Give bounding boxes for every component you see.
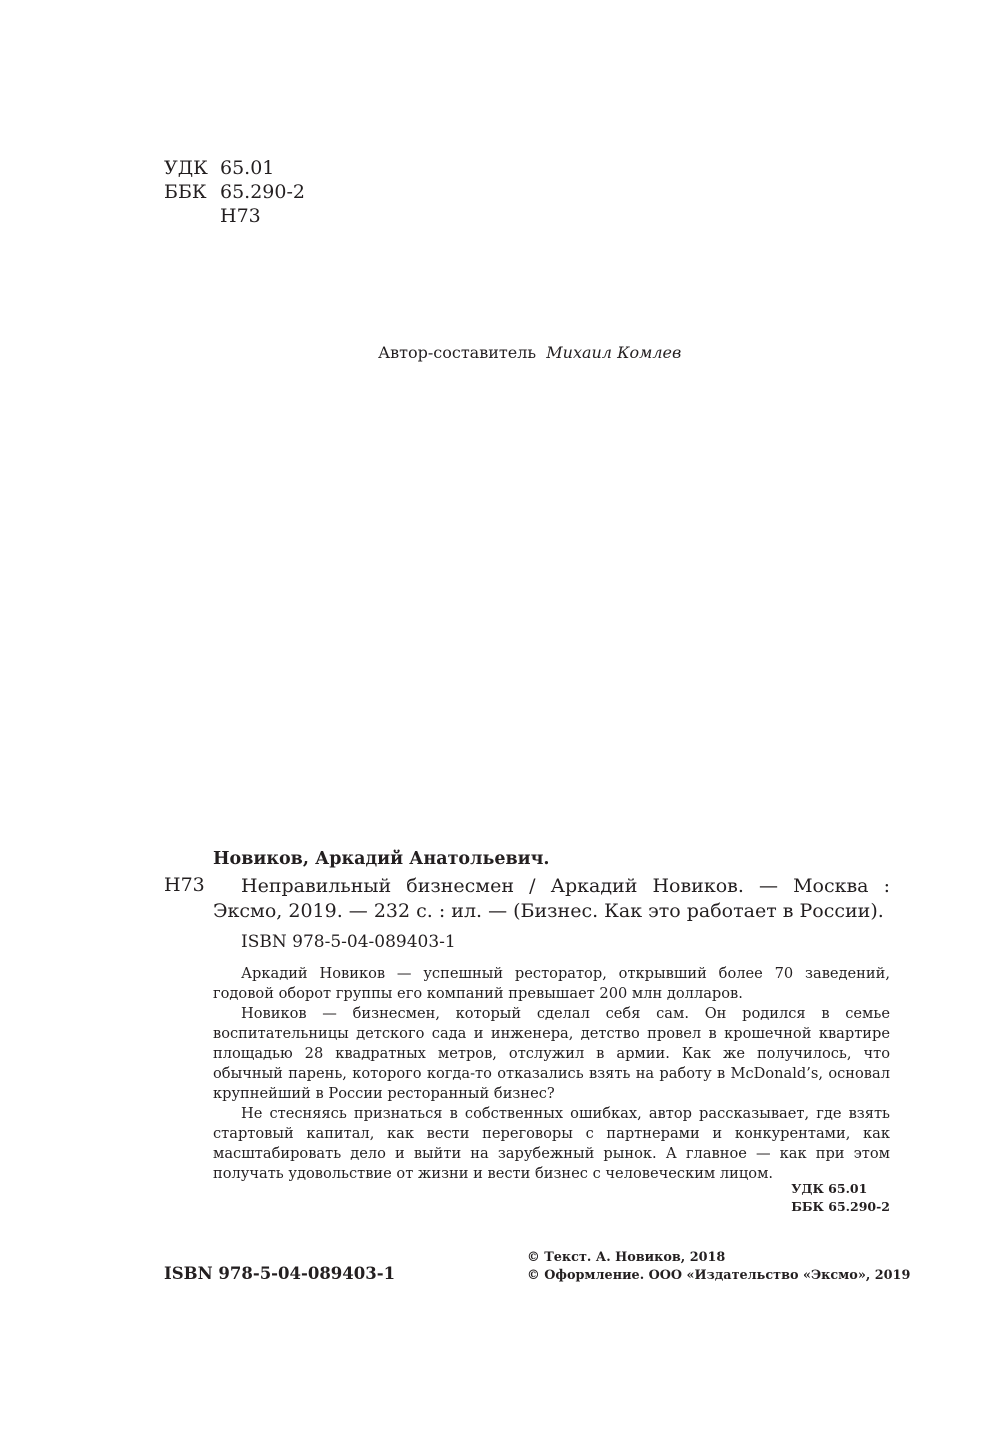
compiler-name: Михаил Комлев [546,343,682,362]
author-mark-row [164,204,261,228]
footer-isbn: ISBN 978-5-04-089403-1 [164,1264,396,1283]
udk-row [164,156,274,180]
copyright-block [527,1249,910,1285]
entry-description [213,874,890,924]
annotation-paragraph: Новиков — бизнесмен, который сделал себя сам. Он родился в семье воспитательницы детского сада и инженера, детство провел в крошечной квартире площадью 28 квадратных метров, отслужил в армии. Как же получилось, что обычный парень, которого когда-то отказались взять на работу в McDonald’s, основал крупнейший в России ресторанный бизнес? [213,1005,890,1102]
bbk-row [164,180,305,204]
annotation [213,964,890,1184]
bottom-bbk: ББК 65.290-2 [791,1199,890,1214]
bbk-label: ББК [164,181,207,203]
author-mark-value: Н73 [220,205,261,227]
udk-label: УДК [164,157,208,179]
bottom-classification [791,1180,890,1216]
compiler-prefix: Автор-составитель [378,343,537,362]
copyright-text: © Текст. А. Новиков, 2018 [527,1250,726,1265]
annotation-paragraph: Не стесняясь признаться в собственных ошибках, автор рассказывает, где взять стартовый капитал, как вести переговоры с партнерами и конкурентами, как масштабировать дело и выйти на зарубежный рынок. А главное — как при этом получать удовольствие от жизни и вести бизнес с человеческим лицом. [213,1105,890,1182]
entry-heading: Новиков, Аркадий Анатольевич. [213,849,550,869]
copyright-design: © Оформление. ООО «Издательство «Эксмо», 2019 [527,1268,911,1283]
udk-value: 65.01 [220,157,275,179]
entry-isbn: ISBN 978-5-04-089403-1 [241,932,456,952]
compiler-line [378,343,681,362]
entry-description-text: Неправильный бизнесмен / Аркадий Новиков. — Москва : Эксмо, 2019. — 232 с. : ил. — (Бизнес. Как это работает в России). [213,875,890,922]
bbk-value: 65.290-2 [220,181,305,203]
annotation-paragraph: Аркадий Новиков — успешный ресторатор, открывший более 70 заведений, годовой оборот группы его компаний превышает 200 млн долларов. [213,965,890,1002]
bottom-udk: УДК 65.01 [791,1181,868,1196]
entry-code: Н73 [164,874,205,896]
